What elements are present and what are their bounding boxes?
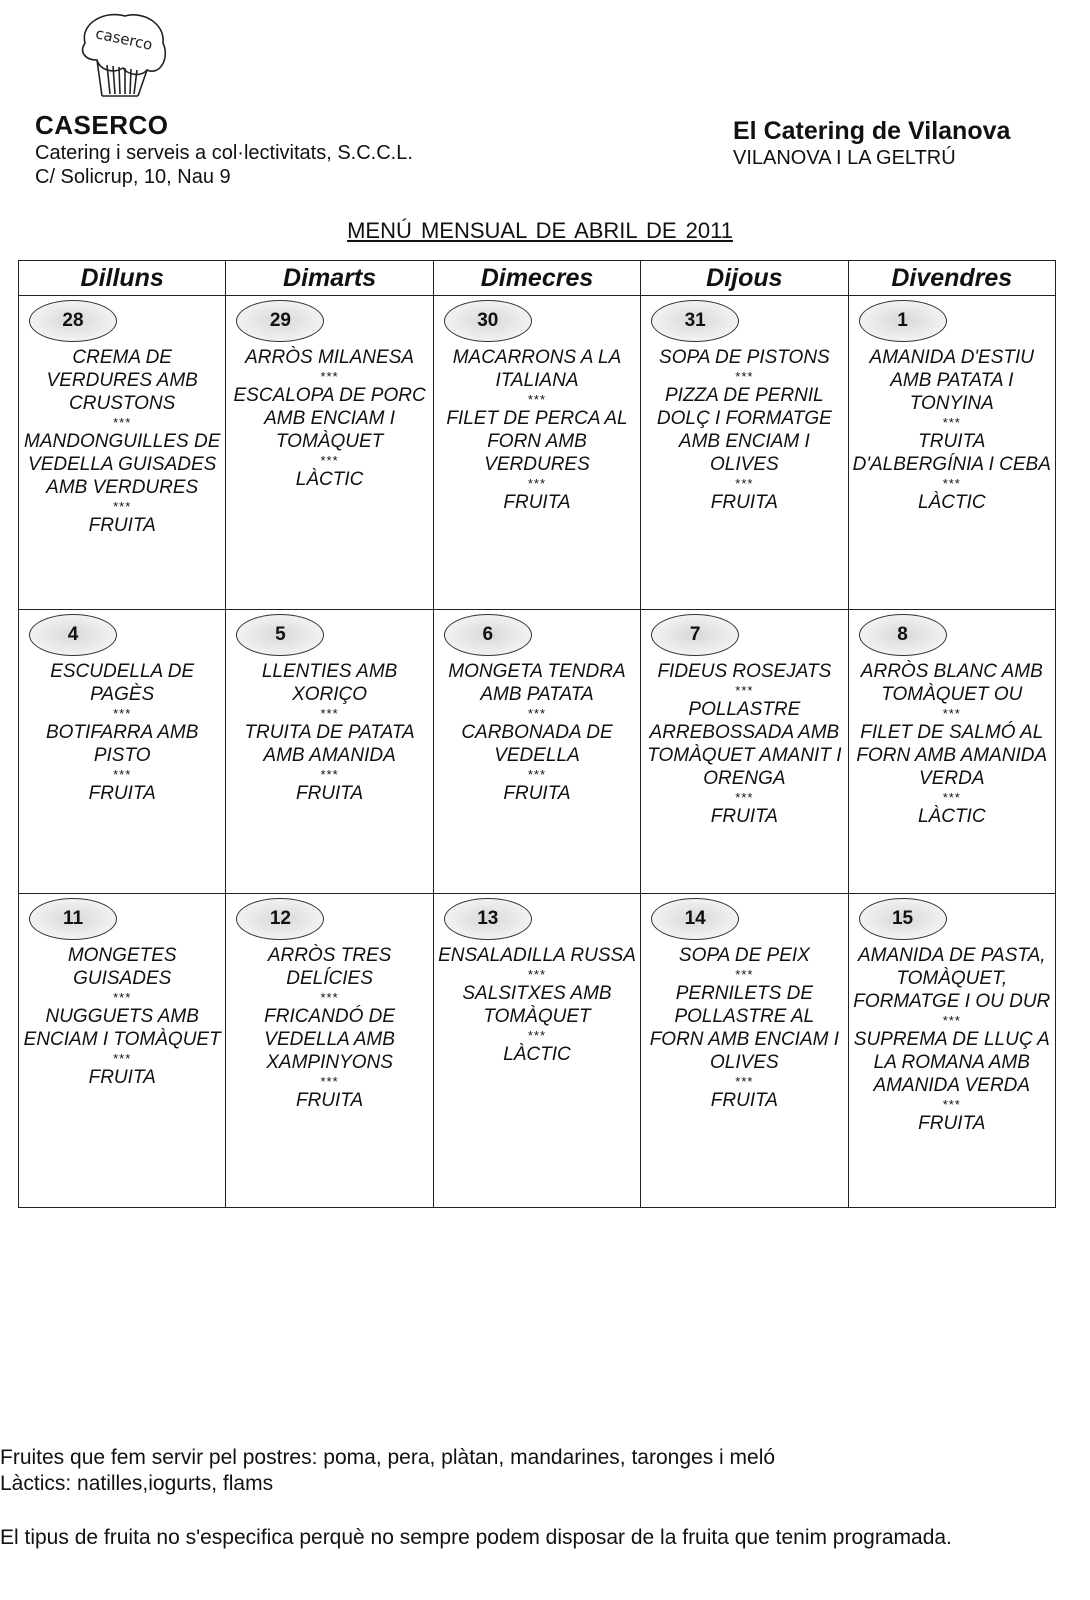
dish-separator: *** <box>320 990 339 1006</box>
day-number-badge: 11 <box>29 898 117 940</box>
menu-cell <box>433 609 640 893</box>
dish-name: FRUITA <box>503 782 571 804</box>
dish-separator: *** <box>527 392 547 407</box>
dish-list <box>645 660 843 828</box>
company-name: CASERCO <box>35 110 169 140</box>
day-number-badge: 12 <box>236 898 324 940</box>
dish-separator: *** <box>320 1074 339 1090</box>
menu-cell <box>641 894 848 1208</box>
week-row <box>19 296 1056 610</box>
day-number-badge: 4 <box>29 614 117 656</box>
dish-separator: *** <box>735 789 754 805</box>
dish-name: ARRÒS BLANC AMB TOMÀQUET OU <box>860 660 1043 705</box>
day-number-badge: 14 <box>651 898 739 940</box>
dish-name: FRUITA <box>710 492 778 513</box>
day-number-badge: 5 <box>236 614 324 656</box>
logo-text: caserco <box>93 24 155 54</box>
caterer-name: El Catering de Vilanova <box>733 117 1011 145</box>
dish-separator: *** <box>527 967 547 983</box>
week-row <box>19 609 1056 893</box>
dish-separator: *** <box>527 705 547 721</box>
dish-separator: *** <box>735 369 754 384</box>
dish-name: MONGETES GUISADES <box>67 945 177 990</box>
menu-cell <box>848 894 1055 1208</box>
dish-list <box>438 944 636 1066</box>
menu-cell <box>433 894 640 1208</box>
day-number-badge: 15 <box>859 898 947 940</box>
dish-name: SALSITXES AMB TOMÀQUET <box>462 983 612 1028</box>
day-number-badge: 30 <box>444 300 532 342</box>
dish-separator: *** <box>320 766 339 782</box>
dish-separator: *** <box>113 766 132 782</box>
dish-name: FRUITA <box>295 782 364 804</box>
fruits-note: Fruites que fem servir pel postres: poma, pera, plàtan, mandarines, taronges i meló <box>0 1446 776 1469</box>
dish-name: NUGGUETS AMB ENCIAM I TOMÀQUET <box>23 1006 221 1051</box>
dish-separator: *** <box>113 1051 132 1067</box>
dish-name: LÀCTIC <box>917 492 986 513</box>
company-block <box>35 110 413 189</box>
dish-name: LÀCTIC <box>295 469 364 490</box>
dish-name: MANDONGUILLES DE VEDELLA GUISADES AMB VERDURES <box>24 431 221 498</box>
dish-name: FRUITA <box>88 782 156 804</box>
dish-name: TRUITA DE PATATA AMB AMANIDA <box>244 721 415 766</box>
weekday-header: Dijous <box>641 261 848 296</box>
dish-list <box>23 944 221 1089</box>
dish-name: POLLASTRE ARREBOSSADA AMB TOMÀQUET AMANIT I ORENGA <box>647 698 842 789</box>
menu-cell <box>19 609 226 893</box>
caterer-block <box>733 117 1010 170</box>
dish-name: LÀCTIC <box>503 1044 571 1066</box>
day-number-badge: 28 <box>29 300 117 342</box>
menu-cell <box>848 609 1055 893</box>
dish-separator: *** <box>527 476 547 491</box>
dish-separator: *** <box>113 990 132 1006</box>
dish-separator: *** <box>113 499 132 514</box>
dish-separator: *** <box>320 369 339 384</box>
dish-name: ENSALADILLA RUSSA <box>438 945 636 967</box>
weekday-header: Dimecres <box>433 261 640 296</box>
dish-name: FIDEUS ROSEJATS <box>657 660 832 682</box>
caserco-logo <box>75 8 170 103</box>
menu-table <box>18 260 1056 1208</box>
dish-separator: *** <box>735 682 754 698</box>
dish-name: ESCUDELLA DE PAGÈS <box>50 660 195 705</box>
dish-list <box>438 346 636 514</box>
dish-separator: *** <box>942 705 961 721</box>
dish-name: LÀCTIC <box>917 805 986 827</box>
dish-name: ARRÒS MILANESA <box>245 347 415 368</box>
dish-name: LLENTIES AMB XORIÇO <box>261 660 398 705</box>
dish-name: SUPREMA DE LLUÇ A LA ROMANA AMB AMANIDA VERDA <box>853 1029 1050 1097</box>
menu-body <box>19 296 1056 1208</box>
menu-cell <box>641 609 848 893</box>
dish-separator: *** <box>113 415 132 430</box>
dish-list <box>23 346 221 537</box>
dish-name: SOPA DE PEIX <box>678 945 810 967</box>
page-title: MENÚ MENSUAL DE ABRIL DE 2011 <box>347 218 733 243</box>
menu-cell <box>433 296 640 610</box>
week-row <box>19 894 1056 1208</box>
caterer-city: VILANOVA I LA GELTRÚ <box>733 147 956 169</box>
dish-name: PIZZA DE PERNIL DOLÇ I FORMATGE AMB ENCIAM I OLIVES <box>656 385 832 475</box>
weekday-header: Dilluns <box>19 261 226 296</box>
dish-name: TRUITA D'ALBERGÍNIA I CEBA <box>852 431 1051 475</box>
dish-name: FRUITA <box>295 1090 364 1112</box>
dish-list <box>853 660 1051 828</box>
dish-name: ARRÒS TRES DELÍCIES <box>267 945 392 990</box>
dish-name: FRUITA <box>710 805 778 827</box>
dish-name: AMANIDA DE PASTA, TOMÀQUET, FORMATGE I OU DUR <box>853 945 1051 1013</box>
day-number-badge: 1 <box>859 300 947 342</box>
menu-cell <box>19 296 226 610</box>
day-number-badge: 31 <box>651 300 739 342</box>
weekday-header: Divendres <box>848 261 1055 296</box>
dish-separator: *** <box>735 967 754 983</box>
dish-name: BOTIFARRA AMB PISTO <box>46 721 199 766</box>
dish-separator: *** <box>527 1028 547 1044</box>
dish-separator: *** <box>735 1074 754 1090</box>
dish-separator: *** <box>942 415 961 430</box>
dish-list <box>23 660 221 805</box>
dish-list <box>438 660 636 805</box>
dish-separator: *** <box>320 453 339 468</box>
dish-name: FRUITA <box>503 492 571 513</box>
dish-list <box>230 346 428 491</box>
footer <box>0 1445 1090 1551</box>
day-number-badge: 13 <box>444 898 532 940</box>
dish-separator: *** <box>735 476 754 491</box>
dish-name: PERNILETS DE POLLASTRE AL FORN AMB ENCIAM I OLIVES <box>649 983 840 1074</box>
dish-list <box>230 660 428 805</box>
dish-list <box>645 944 843 1112</box>
dish-name: AMANIDA D'ESTIU AMB PATATA I TONYINA <box>869 347 1034 414</box>
menu-cell <box>226 894 433 1208</box>
dish-name: MONGETA TENDRA AMB PATATA <box>448 660 626 705</box>
day-number-badge: 8 <box>859 614 947 656</box>
day-number-badge: 7 <box>651 614 739 656</box>
dish-separator: *** <box>942 1013 961 1029</box>
dish-list <box>645 346 843 514</box>
dish-name: FRUITA <box>710 1090 778 1112</box>
weekday-header: Dimarts <box>226 261 433 296</box>
dairy-note: Làctics: natilles,iogurts, flams <box>0 1472 274 1495</box>
menu-cell <box>641 296 848 610</box>
dish-name: FRUITA <box>918 1113 986 1135</box>
dish-separator: *** <box>942 1097 961 1113</box>
day-number-badge: 6 <box>444 614 532 656</box>
dish-name: MACARRONS A LA ITALIANA <box>452 347 622 391</box>
dish-name: FRUITA <box>88 515 156 536</box>
dish-name: FILET DE PERCA AL FORN AMB VERDURES <box>446 408 628 475</box>
menu-cell <box>226 296 433 610</box>
dish-name: FILET DE SALMÓ AL FORN AMB AMANIDA VERDA <box>856 721 1048 789</box>
dish-list <box>853 944 1051 1135</box>
menu-cell <box>19 894 226 1208</box>
dish-list <box>853 346 1051 514</box>
dish-separator: *** <box>527 766 547 782</box>
weekday-header-row <box>19 261 1056 296</box>
dish-separator: *** <box>942 789 961 805</box>
dish-separator: *** <box>942 476 961 491</box>
dish-name: ESCALOPA DE PORC AMB ENCIAM I TOMÀQUET <box>233 385 426 452</box>
company-description: Catering i serveis a col·lectivitats, S.C.C.L. <box>35 142 413 164</box>
dish-separator: *** <box>320 705 339 721</box>
day-number-badge: 29 <box>236 300 324 342</box>
dish-name: CREMA DE VERDURES AMB CRUSTONS <box>46 347 198 414</box>
dish-name: CARBONADA DE VEDELLA <box>461 721 613 766</box>
dish-name: SOPA DE PISTONS <box>659 347 830 368</box>
company-address: C/ Solicrup, 10, Nau 9 <box>35 166 231 188</box>
dish-separator: *** <box>113 705 132 721</box>
fruit-type-note: El tipus de fruita no s'especifica perquè no sempre podem disposar de la fruita que tenim programada. <box>0 1526 952 1549</box>
dish-list <box>230 944 428 1112</box>
dish-name: FRUITA <box>88 1067 156 1089</box>
dish-name: FRICANDÓ DE VEDELLA AMB XAMPINYONS <box>264 1006 396 1074</box>
menu-cell <box>226 609 433 893</box>
menu-cell <box>848 296 1055 610</box>
